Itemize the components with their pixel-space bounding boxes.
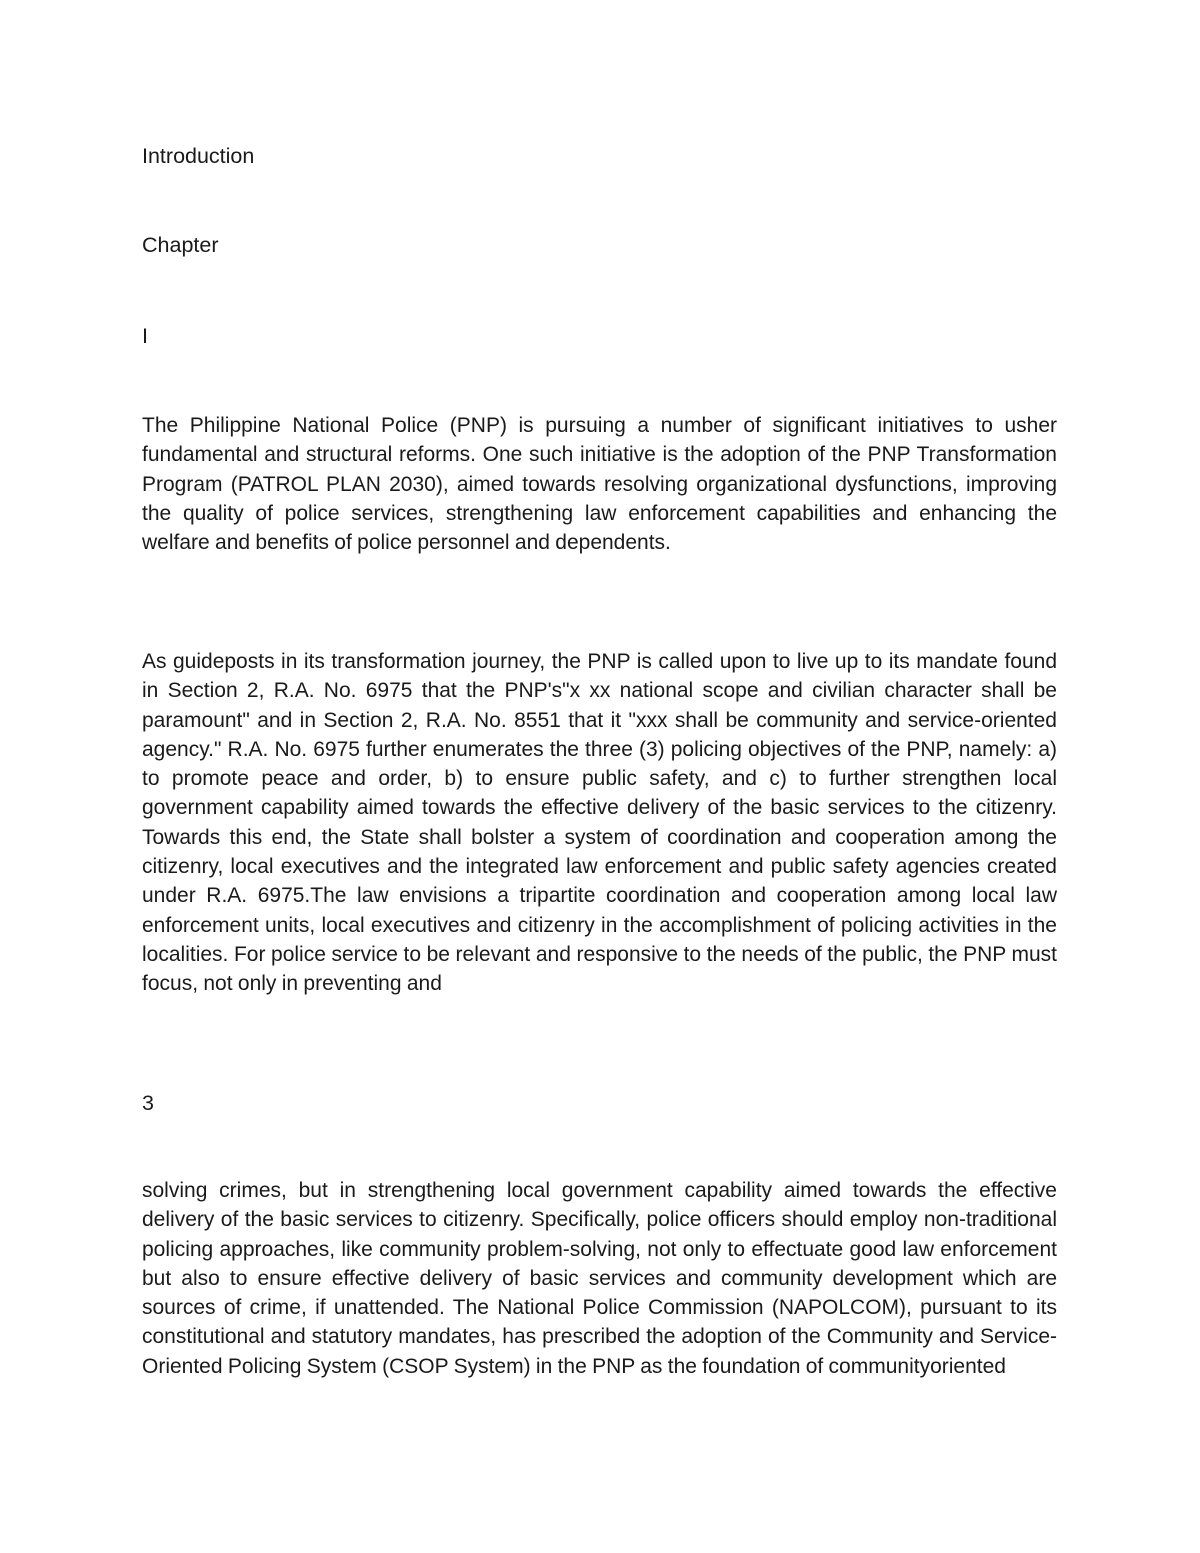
body-paragraph-2: As guideposts in its transformation journey, the PNP is called upon to live up to its mandate found in Section 2, R.A. No. 6975 that the PNP's"x xx national scope and civilian character shall be paramount" and in Section 2, R.A. No. 8551 that it "xxx shall be community and service-oriented agency." R.A. No. 6975 further enumerates the three (3) policing objectives of the PNP, namely: a) to promote peace and order, b) to ensure public safety, and c) to further strengthen local government capability aimed towards the effective delivery of the basic services to the citizenry. Towards this end, the State shall bolster a system of coordination and cooperation among the citizenry, local executives and the integrated law enforcement and public safety agencies created under R.A. 6975.The law envisions a tripartite coordination and cooperation among local law enforcement units, local executives and citizenry in the accomplishment of policing activities in the localities. For police service to be relevant and responsive to the needs of the public, the PNP must focus, not only in preventing and <box>142 650 1057 996</box>
body-paragraph-3: solving crimes, but in strengthening local government capability aimed towards the effective delivery of the basic services to citizenry. Specifically, police officers should employ non-traditional policing approaches, like community problem-solving, not only to effectuate good law enforcement but also to ensure effective delivery of basic services and community development which are sources of crime, if unattended. The National Police Commission (NAPOLCOM), pursuant to its constitutional and statutory mandates, has prescribed the adoption of the Community and Service- Oriented Policing System (CSOP System) in the PNP as the foundation of communityoriented <box>142 1179 1057 1378</box>
body-paragraph-1: The Philippine National Police (PNP) is pursuing a number of significant initiatives to usher fundamental and structural reforms. One such initiative is the adoption of the PNP Transformation Program (PATROL PLAN 2030), aimed towards resolving organizational dysfunctions, improving the quality of police services, strengthening law enforcement capabilities and enhancing the welfare and benefits of police personnel and dependents. <box>142 414 1057 555</box>
chapter-label: Chapter <box>142 233 219 257</box>
chapter-number: I <box>142 324 148 348</box>
introduction-heading: Introduction <box>142 144 255 168</box>
page-number: 3 <box>142 1091 154 1115</box>
